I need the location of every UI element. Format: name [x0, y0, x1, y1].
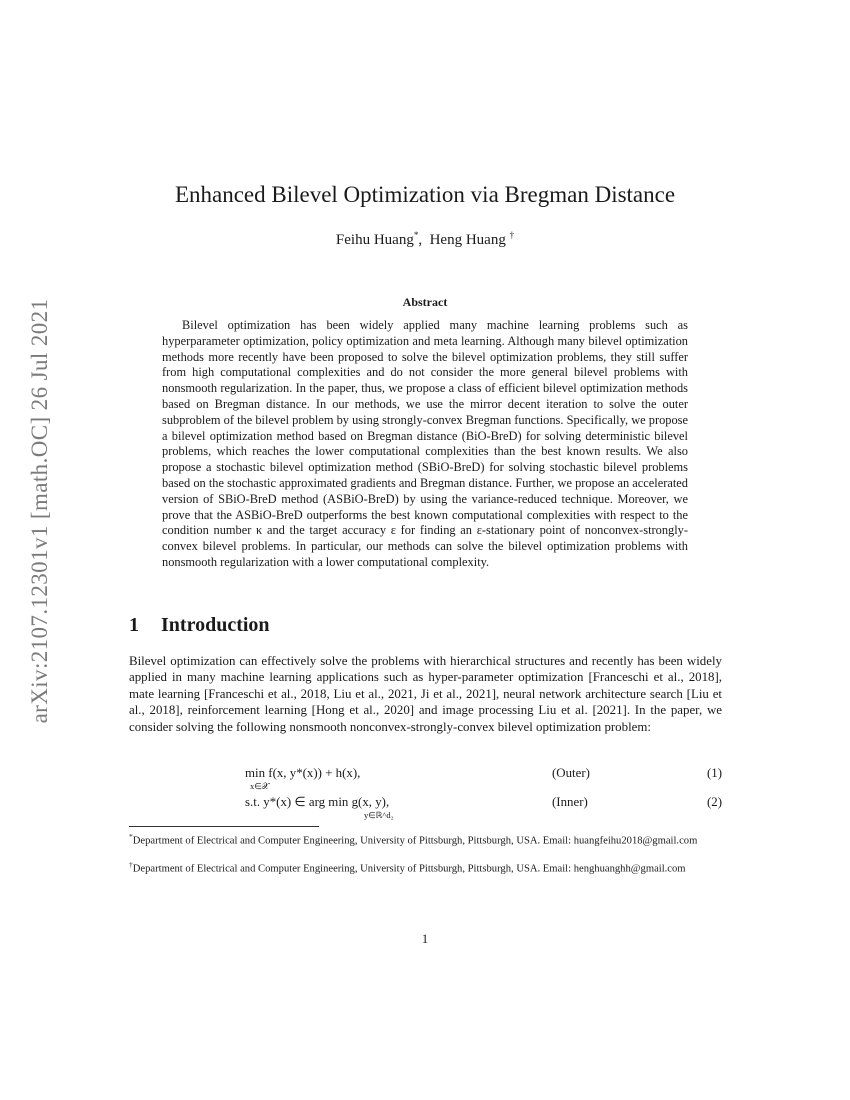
equation-subscript: y∈ℝ^d₂ — [364, 810, 394, 820]
footnote-text: Department of Electrical and Computer Engineering, University of Pittsburgh, Pittsburgh, USA. Email: huangfeihu2018@gmail.com — [132, 835, 698, 847]
section-heading — [129, 614, 270, 637]
abstract-heading: Abstract — [402, 295, 448, 309]
footnote-text: Department of Electrical and Computer Engineering, University of Pittsburgh, Pittsburgh, USA. Email: henghuanghh@gmail.com — [132, 863, 686, 875]
author-list: Feihu Huang*, Heng Huang † — [335, 230, 515, 248]
equation-number: (2) — [706, 795, 722, 809]
abstract-text: Bilevel optimization has been widely applied many machine learning problems such as hyperparameter optimization, policy optimization and meta learning. Although many bilevel optimization methods more recently have been proposed to solve the bilevel optimization problems, they still suffer from high computational complexities and do not consider the more general bilevel problems with nonsmooth regularization. In the paper, thus, we propose a class of efficient bilevel optimization methods based on Bregman distance. In our methods, we use the mirror decent iteration to solve the outer subproblem of the bilevel problem by using strongly-convex Bregman functions. Specifically, we propose a bilevel optimization method based on Bregman distance (BiO-BreD) for solving deterministic bilevel problems, which reaches the lower computational complexities than the best known results. We also propose a stochastic bilevel optimization method (SBiO-BreD) for solving stochastic bilevel problems based on the stochastic approximated gradients and Bregman distance. Further, we propose an accelerated version of SBiO-BreD method (ASBiO-BreD) by using the variance-reduced technique. Moreover, we prove that the ASBiO-BreD outperforms the best known computational complexities with respect to the condition number κ and the target accuracy ε for finding an ε-stationary point of nonconvex-strongly-convex bilevel problems. In particular, our methods can solve the bilevel optimization problems with nonsmooth regularization with a lower computational complexity. — [162, 318, 688, 569]
author-mark: * — [413, 230, 419, 240]
footnote-mark: † — [129, 860, 133, 869]
equation-tag: (Outer) — [552, 766, 590, 780]
paper-title: Enhanced Bilevel Optimization via Bregman Distance — [174, 182, 676, 207]
author-name: Heng Huang — [429, 232, 506, 248]
page-number: 1 — [421, 932, 429, 946]
footnote-mark: * — [129, 832, 133, 841]
arxiv-sidebar-stamp — [20, 258, 60, 763]
arxiv-id-text: arXiv:2107.12301v1 [math.OC] 26 Jul 2021 — [27, 298, 52, 723]
section-title: Introduction — [161, 614, 270, 636]
footnote-1 — [129, 830, 722, 848]
equation-tag: (Inner) — [552, 795, 588, 809]
equation-subscript: x∈𝒳 — [250, 781, 269, 791]
footnote-2 — [129, 858, 722, 876]
equation-lhs: min f(x, y*(x)) + h(x), — [245, 766, 361, 780]
footnote-divider — [129, 826, 319, 827]
section-number: 1 — [129, 614, 139, 636]
equation-lhs: s.t. y*(x) ∈ arg min g(x, y), — [245, 795, 390, 809]
intro-paragraph: Bilevel optimization can effectively solve the problems with hierarchical structures and recently has been widely applied in many machine learning applications such as hyper-parameter optimization [Franceschi et al., 2018], mate learning [Franceschi et al., 2018, Liu et al., 2021, Ji et al., 2021], neural network architecture search [Liu et al., 2018], reinforcement learning [Hong et al., 2020] and image processing Liu et al. [2021]. In the paper, we consider solving the following nonsmooth nonconvex-strongly-convex bilevel optimization problem: — [129, 654, 722, 734]
author-mark: † — [509, 230, 515, 240]
author-name: Feihu Huang — [335, 232, 414, 248]
equation-number: (1) — [706, 766, 722, 780]
